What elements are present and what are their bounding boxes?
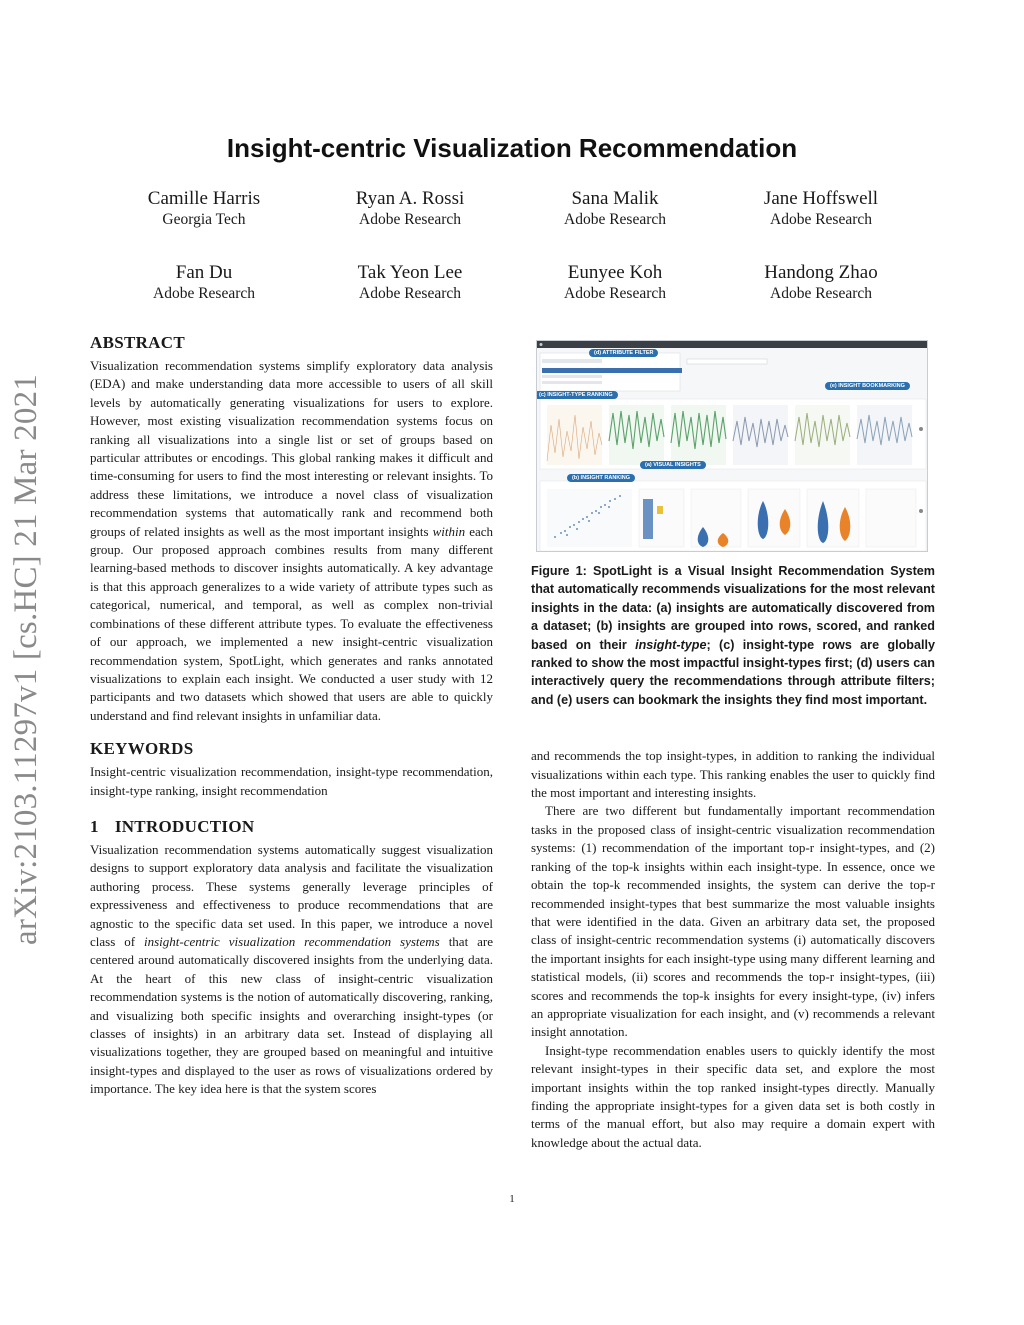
author-block <box>307 188 513 230</box>
intro-text-part: Visualization recommendation systems automatically suggest visualization designs to support exploratory data analysis and facilitate the visualization authoring process. These systems generally leverage principles of expressiveness and effectiveness to produce recommendations that are agnostic to the specific data set used. In this paper, we introduce a novel class of <box>90 841 493 949</box>
intro-paragraph-tasks: There are two different but fundamentally important recommendation tasks in the proposed class of insight-centric visualization recommendation systems: (1) recommendation of the important top-r insight-types, and (2) ranking of the top-k insights within each insight-type. In essence, once we obtain the top-k recommended insights, the system can derive the top-r recommended insight-types that best summarize the most valuable insights that were identified in the data. Given an arbitrary data set, the proposed class of insight-centric recommendation systems (i) automatically discovers the important insights for each insight-type using many different learning and statistical models, (ii) scores and recommends the top-r insight-types, (iii) scores and recommends the top-k insights for every insight-type, (iv) infers an appropriate visualization for each insight, and (v) recommends a relevant insight annotation. <box>531 803 935 1040</box>
insight-bookmarking-tag: (e) INSIGHT BOOKMARKING <box>825 382 910 390</box>
author-name: Fan Du <box>175 262 233 283</box>
intro-paragraph-continued: and recommends the top insight-types, in addition to ranking the individual visualizations within each type. This ranking enables the user to quickly find the most important and interesting insights. <box>531 748 935 801</box>
author-name: Ryan A. Rossi <box>355 188 465 209</box>
left-column <box>90 333 493 1099</box>
abstract-emphasis: within <box>432 523 466 539</box>
figure-1-screenshot <box>536 340 928 552</box>
author-name: Jane Hoffswell <box>763 188 879 209</box>
caption-text-part: Figure 1: SpotLight is a Visual Insight Recommendation System that automatically recommends visualizations for the most relevant insights in the data: (a) insights are automatically discovered from a dataset; (b) insights are grouped into rows, scored, and ranked based on their <box>531 564 935 652</box>
abstract-text-part: each group. Our proposed approach combines results from many different learning-based methods to discover insights automatically. A key advantage is that this approach generalizes to a wide variety of attribute types such as categorical, numerical, and temporal, as well as complex non-trivial combinations of these different attribute types. To evaluate the effectiveness of our approach, we implemented a new insight-centric visualization recommendation system, SpotLight, which generates and ranks annotated visualizations to explain each insight. We conducted a user study with 12 participants and two datasets which showed that users are able to quickly understand and find relevant insights in unfamiliar data. <box>90 523 494 723</box>
author-block <box>307 262 513 304</box>
intro-paragraph-insight-type: Insight-type recommendation enables users to quickly identify the most relevant insight-types in their specific data set, and explore the most important insights within the top ranked insight-types directly. Manually finding the appropriate insight-types for a given data set is both costly in terms of the manual effort, but also may require a domain expert with knowledge about the actual data. <box>531 1042 935 1150</box>
abstract-text-part: Visualization recommendation systems simplify exploratory data analysis (EDA) and make understanding data more accessible to users of all skill levels by automatically generating visualizations for users to explore. However, most existing visualization recommendation systems focus on ranking all visualizations into a single list or set of groups based on particular attributes or encodings. This global ranking makes it difficult and time-consuming for users to find the most interesting or relevant insights. To address these limitations, we introduce a novel class of visualization recommendation systems that automatically rank and recommend both groups of related insights as well as the most important insights <box>90 358 493 539</box>
abstract-heading: ABSTRACT <box>90 333 185 352</box>
paper-title: Insight-centric Visualization Recommendation <box>226 133 798 163</box>
insight-ranking-tag: (b) INSIGHT RANKING <box>567 474 635 482</box>
author-affiliation: Adobe Research <box>564 211 666 228</box>
introduction-heading <box>90 817 493 837</box>
author-affiliation: Adobe Research <box>770 211 872 228</box>
author-block <box>718 188 924 230</box>
author-affiliation: Adobe Research <box>153 285 255 302</box>
author-affiliation: Adobe Research <box>359 285 461 302</box>
page-number: 1 <box>509 1193 515 1205</box>
caption-text-part: ; (c) insight-type rows are globally ranked to show the most impactful insight-types first; (d) users can interactively query the recommendations through attribute filters; and (e) users can bookmark the insights they find most important. <box>531 637 935 707</box>
author-affiliation: Adobe Research <box>770 285 872 302</box>
keywords-heading: KEYWORDS <box>90 739 194 759</box>
intro-paragraph <box>90 841 493 1099</box>
author-block <box>512 262 718 304</box>
author-name: Sana Malik <box>571 188 659 209</box>
figure-1-illustration <box>537 341 928 552</box>
author-block <box>512 188 718 230</box>
caption-emphasis: insight-type <box>635 637 707 652</box>
arxiv-identifier: arXiv:2103.11297v1 [cs.HC] 21 Mar 2021 <box>8 374 44 945</box>
attribute-filter-tag: (d) ATTRIBUTE FILTER <box>589 349 658 357</box>
section-number: 1 <box>90 816 99 836</box>
author-block <box>101 188 307 230</box>
author-block <box>101 262 307 304</box>
author-block <box>718 262 924 304</box>
intro-emphasis: insight-centric visualization recommendation systems <box>144 933 440 949</box>
section-title: INTRODUCTION <box>114 816 255 836</box>
author-name: Handong Zhao <box>764 262 878 283</box>
author-affiliation: Adobe Research <box>564 285 666 302</box>
abstract-text <box>90 357 493 725</box>
figure-1-caption <box>531 562 935 709</box>
author-affiliation: Georgia Tech <box>162 211 246 228</box>
author-name: Tak Yeon Lee <box>357 262 463 283</box>
keywords-text: Insight-centric visualization recommendation, insight-type recommendation, insight-type ranking, insight recommendation <box>90 764 493 798</box>
right-column <box>531 562 935 1152</box>
author-name: Eunyee Koh <box>567 262 663 283</box>
insight-type-ranking-tag: (c) INSIGHT-TYPE RANKING <box>536 391 618 399</box>
author-affiliation: Adobe Research <box>359 211 461 228</box>
author-name: Camille Harris <box>147 188 261 209</box>
visual-insights-tag: (a) VISUAL INSIGHTS <box>640 461 706 469</box>
intro-text-part: that are centered around automatically discovered insights from the underlying data. At the heart of this new class of insight-centric visualization recommendation systems is the notion of automatically discovering, ranking, and visualizing both specific insights and overarching insight-types (or classes of insights) in an arbitrary data set. Instead of displaying all visualizations together, they are grouped based on meaningful and intuitive insight-types and displayed to the user as rows of visualizations ordered by importance. The key idea here is that the system scores <box>90 933 493 1097</box>
